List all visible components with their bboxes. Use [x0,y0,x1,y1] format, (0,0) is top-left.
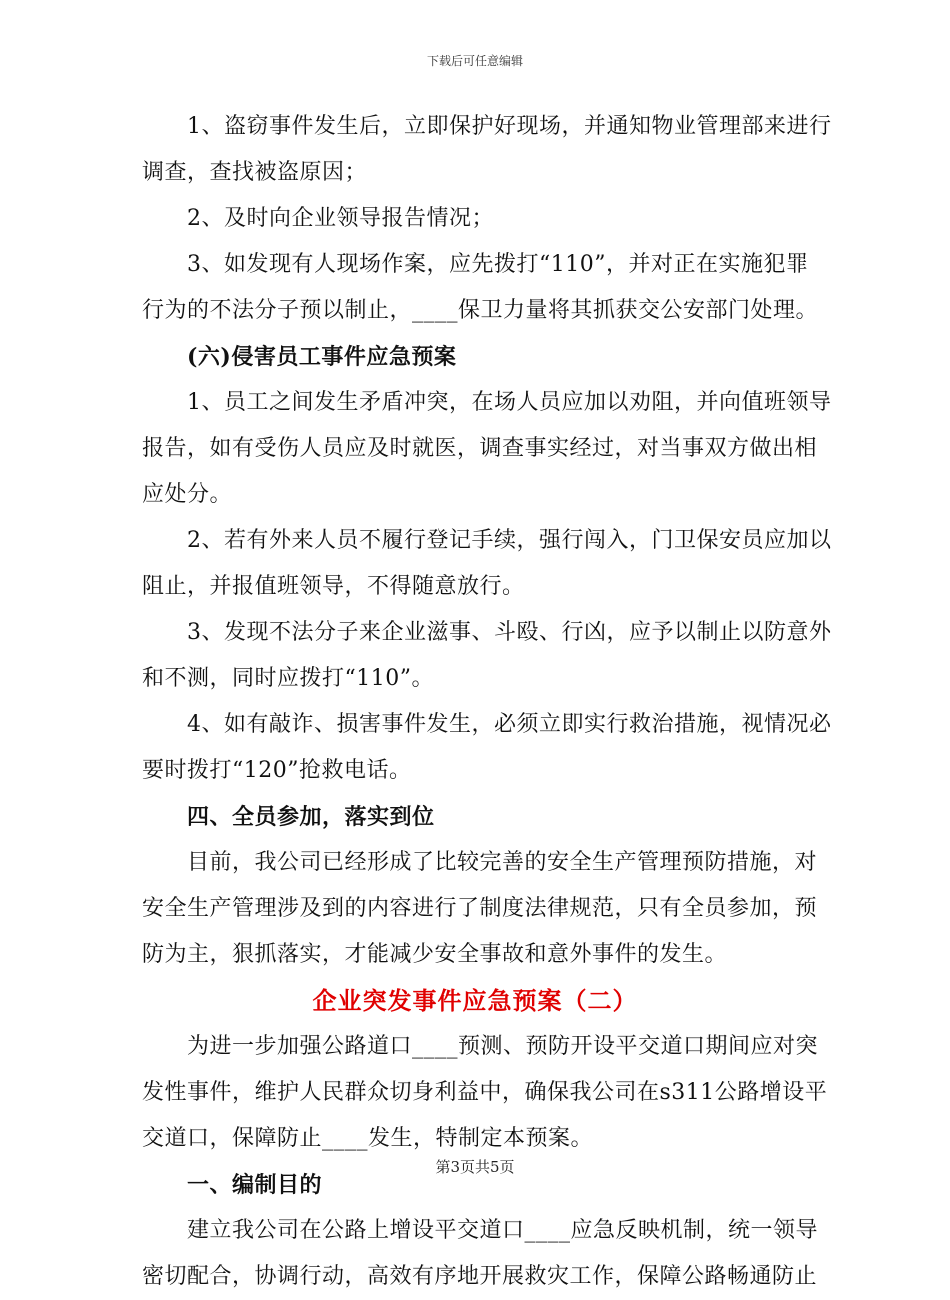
paragraph-line: 阻止，并报值班领导，不得随意放行。 [142,574,525,599]
document-body [142,104,832,1300]
paragraph-line: 行为的不法分子预以制止，____保卫力量将其抓获交公安部门处理。 [142,298,819,323]
paragraph-line: 密切配合，协调行动，高效有序地开展救灾工作，保障公路畅通防止 [142,1264,818,1289]
paragraph-line: 应处分。 [142,482,233,507]
paragraph-line: 交道口，保障防止____发生，特制定本预案。 [142,1126,594,1151]
section-heading: (六)侵害员工事件应急预案 [187,344,457,370]
page-header: 下载后可任意编辑 [426,54,523,68]
paragraph-line: 建立我公司在公路上增设平交道口____应急反映机制，统一领导 [187,1218,819,1243]
paragraph-line: 为进一步加强公路道口____预测、预防开设平交道口期间应对突 [187,1034,819,1059]
section-heading: 一、编制目的 [187,1172,323,1198]
paragraph-line: 4、如有敲诈、损害事件发生，必须立即实行救治措施，视情况必 [187,712,832,737]
paragraph-line: 3、发现不法分子来企业滋事、斗殴、行凶，应予以制止以防意外 [187,620,832,645]
section-heading: 四、全员参加，落实到位 [187,804,435,830]
paragraph-line: 要时拨打“120”抢救电话。 [142,758,412,783]
paragraph-line: 安全生产管理涉及到的内容进行了制度法律规范，只有全员参加，预 [142,896,818,921]
section-title: 企业突发事件应急预案（二） [312,986,638,1015]
paragraph-line: 和不测，同时应拨打“110”。 [142,666,434,691]
paragraph-line: 调查，查找被盗原因； [142,160,368,185]
paragraph-line: 目前，我公司已经形成了比较完善的安全生产管理预防措施，对 [187,850,818,875]
paragraph-line: 2、及时向企业领导报告情况； [187,206,494,231]
paragraph-line: 3、如发现有人现场作案，应先拨打“110”，并对正在实施犯罪 [187,252,809,277]
paragraph-line: 发性事件，维护人民群众切身利益中，确保我公司在s311公路增设平 [142,1080,828,1105]
paragraph-line: 1、盗窃事件发生后，立即保护好现场，并通知物业管理部来进行 [187,114,832,139]
paragraph-line: 防为主，狠抓落实，才能减少安全事故和意外事件的发生。 [142,942,728,967]
page-footer: 第3页共5页 [435,1158,515,1176]
paragraph-line: 2、若有外来人员不履行登记手续，强行闯入，门卫保安员应加以 [187,528,832,553]
paragraph-line: 报告，如有受伤人员应及时就医，调查事实经过，对当事双方做出相 [142,436,818,461]
paragraph-line: 1、员工之间发生矛盾冲突，在场人员应加以劝阻，并向值班领导 [187,390,832,415]
